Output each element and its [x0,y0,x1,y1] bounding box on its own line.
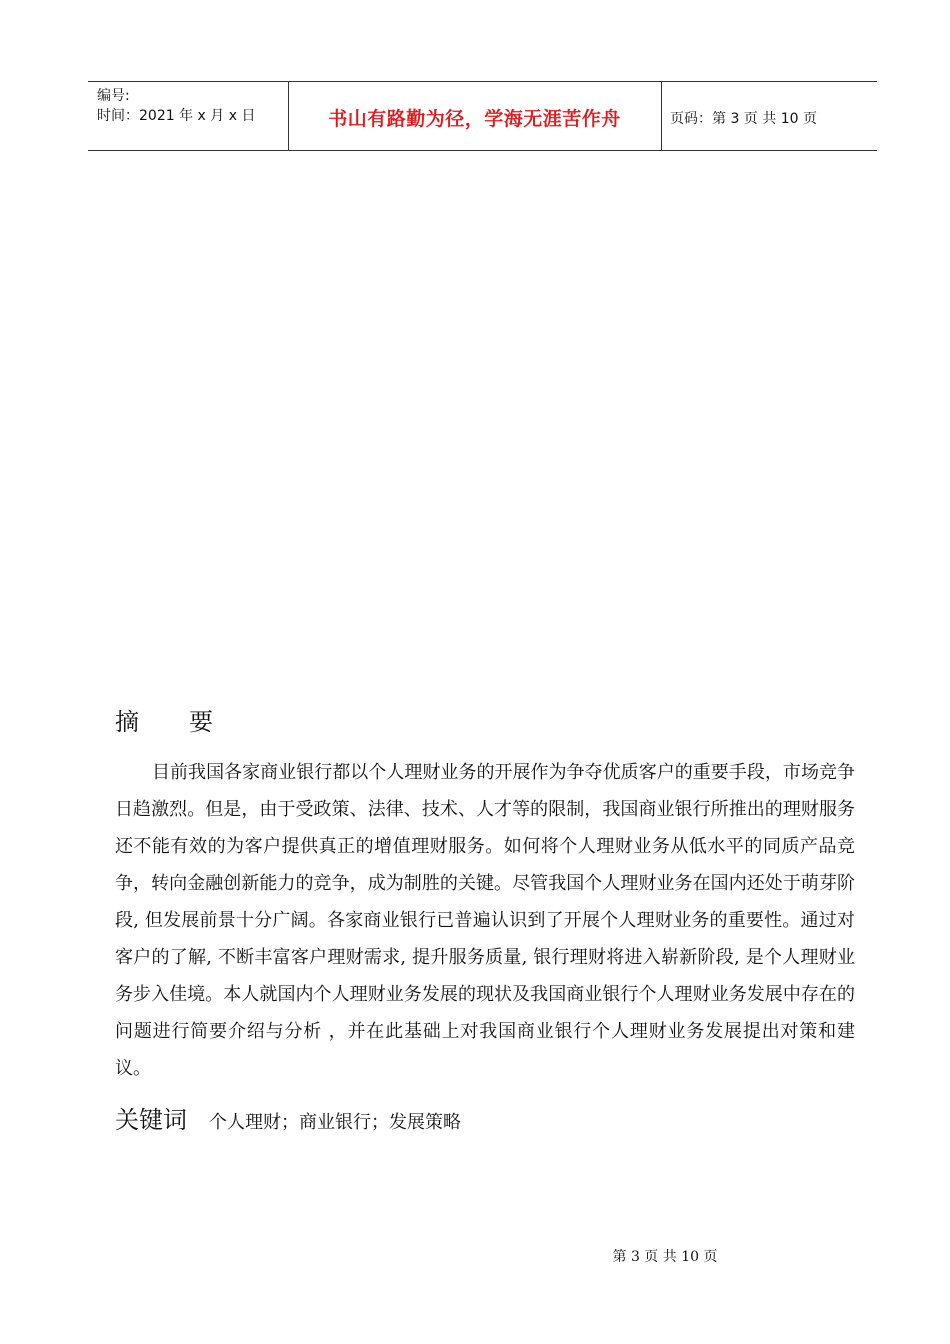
page-footer [0,1246,950,1266]
keywords-heading: 关键词 [115,1106,187,1134]
abstract-heading [115,702,213,737]
header-motto: 书山有路勤为径，学海无涯苦作舟 [328,108,621,130]
header-middle-cell [288,82,662,150]
document-date-label: 时间：2021 年 x 月 x 日 [97,108,256,124]
keywords-list: 个人理财；商业银行；发展策略 [209,1112,461,1133]
page-header [88,81,877,151]
header-left-cell [88,82,289,150]
abstract-heading-left: 摘 [115,708,139,736]
footer-page-number: 第 3 页 共 10 页 [612,1249,718,1265]
header-right-cell [662,82,877,150]
abstract-body: 目前我国各家商业银行都以个人理财业务的开展作为争夺优质客户的重要手段，市场竞争日趋激烈。但是，由于受政策、法律、技术、人才等的限制，我国商业银行所推出的理财服务还不能有效的为客户提供真正的增值理财服务。如何将个人理财业务从低水平的同质产品竞争，转向金融创新能力的竞争，成为制胜的关键。尽管我国个人理财业务在国内还处于萌芽阶段, 但发展前景十分广阔。各家商业银行已普遍认识到了开展个人理财业务的重要性。通过对客户的了解, 不断丰富客户理财需求, 提升服务质量, 银行理财将进入崭新阶段, 是个人理财业务步入佳境。本人就国内个人理财业务发展的现状及我国商业银行个人理财业务发展中存在的问题进行简要介绍与分析 ，并在此基础上对我国商业银行个人理财业务发展提出对策和建议。 [115,762,855,1079]
keywords-row [115,1100,461,1135]
header-page-info: 页码：第 3 页 共 10 页 [670,111,817,127]
document-number-label: 编号: [97,88,130,104]
abstract-heading-right: 要 [189,708,213,736]
